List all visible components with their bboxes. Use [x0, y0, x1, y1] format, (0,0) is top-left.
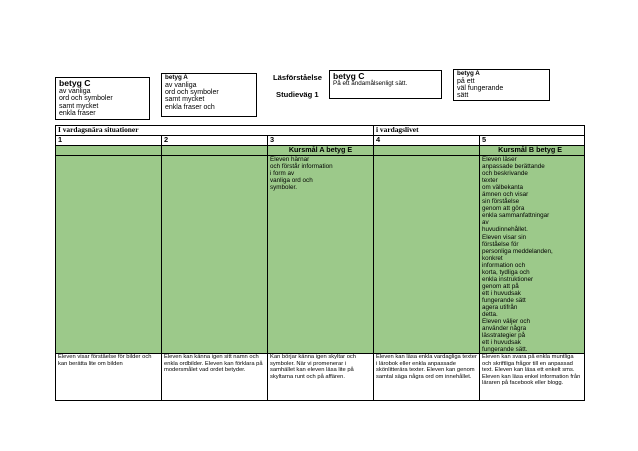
- grade-c-line: enkla fraser: [59, 110, 96, 118]
- table-title-row: [56, 126, 585, 136]
- goal-cell-course-a: Kursmål A betyg E: [268, 146, 374, 156]
- grade-c-title: betyg C: [59, 78, 91, 88]
- criteria-line: ett i huvudsak: [482, 339, 521, 347]
- criteria-line: i form av: [270, 170, 295, 178]
- body-cell: [56, 156, 162, 354]
- page-title: Läsförståelse: [273, 73, 322, 82]
- grade-c-line: samt mycket: [59, 102, 99, 110]
- criteria-line: enkla sammanfattningar: [482, 212, 550, 220]
- criteria-line: texter: [482, 177, 498, 185]
- criteria-line: genom att på: [482, 282, 519, 290]
- criteria-line: konkret: [482, 254, 503, 262]
- body-cell-course-a: [268, 156, 374, 354]
- column-header: 3: [268, 136, 374, 146]
- grade-c-box-left: [55, 77, 150, 120]
- criteria-line: använder några: [482, 325, 527, 333]
- body-cell: [374, 156, 480, 354]
- description-cell: Eleven visar förståelse för bilder och kan berätta lite om bilden: [56, 354, 162, 401]
- column-header: 5: [480, 136, 585, 146]
- grade-c-line: av vanliga: [59, 88, 91, 96]
- description-cell: Eleven kan läsa enkla vardagliga texter i lärobok eller enkla anpassade skönlitterära texter. Eleven kan genom samtal säga några ord om innehållet.: [374, 354, 480, 401]
- grade-a-title: betyg A: [457, 70, 480, 77]
- criteria-line: Eleven läser: [482, 156, 517, 163]
- description-cell: Kan börjar känna igen skyltar och symboler. När vi promenerar i samhället kan eleven läsa lite på skyltarna runt och på affären.: [268, 354, 374, 401]
- grade-a-line: väl fungerande: [457, 84, 504, 92]
- criteria-line: Eleven väljer och: [482, 318, 530, 326]
- grade-c-line: ord och symboler: [59, 95, 113, 103]
- grade-a-line: enkla fraser och: [165, 103, 215, 111]
- criteria-line: fungerande sätt.: [482, 346, 528, 354]
- criteria-line: fungerande sätt: [482, 296, 526, 304]
- column-header: 1: [56, 136, 162, 146]
- goal-row: [56, 146, 585, 156]
- criteria-line: personliga meddelanden,: [482, 247, 553, 255]
- criteria-line: sin förståelse: [482, 198, 520, 206]
- criteria-line: om välbekanta: [482, 184, 523, 192]
- description-row: [56, 354, 585, 401]
- table-header-row: [56, 136, 585, 146]
- grade-c-box-right: [329, 70, 442, 99]
- description-cell: Eleven kan svara på enkla muntliga och skriftliga frågor till en anpassad text. Eleven kan läsa ett enkelt sms. Eleven kan läsa enkel information från läraren på facebook eller blogg.: [480, 354, 585, 401]
- goal-cell-course-b: Kursmål B betyg E: [480, 146, 585, 156]
- criteria-line: anpassade berättande: [482, 163, 545, 171]
- column-header: 2: [162, 136, 268, 146]
- grade-a-line: sätt: [457, 92, 469, 100]
- criteria-body-row: [56, 156, 585, 354]
- grade-a-box-left: [161, 73, 257, 117]
- criteria-line: agera utifrån: [482, 303, 518, 311]
- grade-a-line: samt mycket: [165, 96, 205, 104]
- criteria-table: [55, 125, 585, 401]
- goal-cell: [162, 146, 268, 156]
- grade-c-title: betyg C: [333, 71, 365, 81]
- criteria-line: av: [482, 219, 489, 227]
- criteria-line: enkla instruktioner: [482, 275, 534, 283]
- page-subtitle: Studieväg 1: [276, 90, 319, 99]
- column-header: 4: [374, 136, 480, 146]
- criteria-line: symboler.: [270, 184, 297, 192]
- criteria-line: ämnen och visar: [482, 191, 529, 199]
- criteria-line: Eleven härnar: [270, 156, 310, 163]
- goal-cell: [56, 146, 162, 156]
- criteria-line: och förstår information: [270, 163, 333, 171]
- criteria-line: huvudinnehållet.: [482, 226, 528, 234]
- criteria-line: Eleven visar sin: [482, 233, 527, 241]
- table-title-left: I vardagsnära situationer: [56, 126, 374, 136]
- table-title-right: i vardagslivet: [374, 126, 585, 136]
- grade-a-box-right: [453, 69, 550, 101]
- criteria-line: lässtrategier på: [482, 332, 526, 340]
- criteria-line: och beskrivande: [482, 170, 528, 178]
- grade-a-line: av vanliga: [165, 81, 197, 89]
- body-cell: [162, 156, 268, 354]
- criteria-line: genom att göra: [482, 205, 525, 213]
- grade-c-line: På ett ändamålsenligt sätt.: [333, 80, 408, 88]
- criteria-line: information och: [482, 261, 526, 269]
- body-cell-course-b: [480, 156, 585, 354]
- criteria-line: vanliga ord och: [270, 177, 313, 185]
- description-cell: Eleven kan känna igen sitt namn och enkla ordbilder. Eleven kan förklara på modersmålet vad ordet betyder.: [162, 354, 268, 401]
- goal-cell: [374, 146, 480, 156]
- criteria-line: ett i huvudsak: [482, 289, 521, 297]
- grade-a-line: ord och symboler: [165, 88, 219, 96]
- criteria-line: förståelse för: [482, 240, 519, 248]
- grade-a-line: på ett: [457, 77, 475, 85]
- criteria-line: korta, tydliga och: [482, 268, 530, 276]
- criteria-line: detta.: [482, 311, 498, 319]
- grade-a-title: betyg A: [165, 74, 188, 81]
